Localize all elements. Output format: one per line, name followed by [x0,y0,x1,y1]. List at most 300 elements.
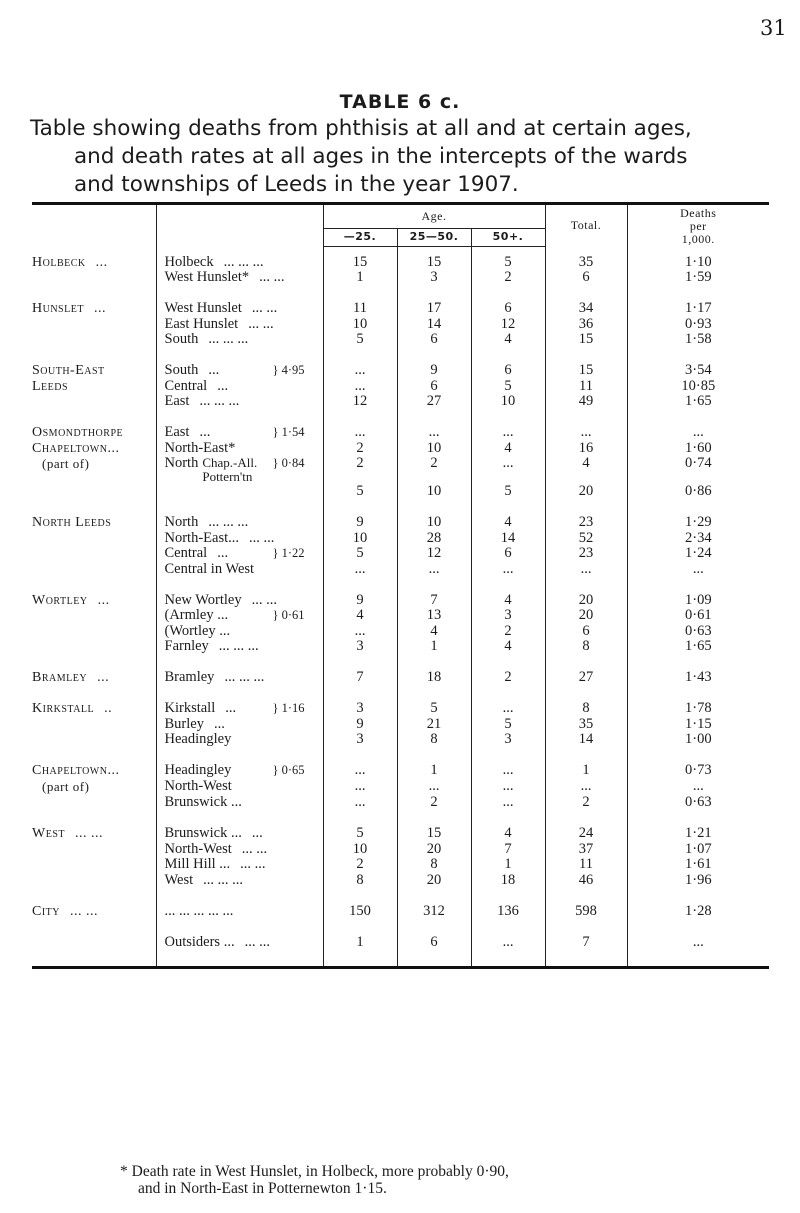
header-deaths-per-1000 [627,204,769,247]
total-cell: 598 [545,904,627,920]
township-cell [156,546,323,562]
ward-cell [32,763,156,779]
age-25-50-cell: 15 [397,826,471,842]
footnote [120,1163,720,1197]
total-cell: 6 [545,270,627,286]
table-row [32,332,769,348]
ward-cell [32,670,156,686]
death-rate-cell: ... [692,424,704,440]
total-cell: 8 [545,701,627,717]
death-rate-cell: 1·21 [684,825,712,841]
total-cell: 16 [545,441,627,457]
table-row [32,935,769,951]
township-cell [156,639,323,655]
death-rate-cell: 1·00 [684,731,712,747]
age-50-plus-cell: 4 [471,332,545,348]
age-under-25-cell: 10 [323,531,397,547]
township-name: Kirkstall [164,700,216,716]
table-row [32,857,769,873]
township-cell [156,732,323,748]
ward-leader-dots: ... [97,592,110,608]
age-25-50-cell: ... [397,425,471,441]
ward-cell [32,873,156,889]
total-cell: 52 [545,531,627,547]
township-name: Burley [164,715,204,732]
age-under-25-cell: 5 [323,826,397,842]
age-under-25-cell: 5 [323,332,397,348]
death-rate-cell: 1·65 [684,638,712,654]
caption-line-3: and townships of Leeds in the year 1907. [74,172,519,197]
combined-rate-value: 1·22 [281,546,305,560]
age-50-plus-cell: 7 [471,842,545,858]
ward-cell [32,701,156,717]
age-25-50-cell: 7 [397,593,471,609]
age-25-50-cell: 12 [397,546,471,562]
age-under-25-cell: 11 [323,301,397,317]
subdivision-1: Chap.-All. [202,455,258,470]
age-50-plus-cell: 6 [471,546,545,562]
township-cell [156,717,323,733]
ward-cell [32,546,156,562]
township-cell [156,795,323,811]
spacer-row [32,348,769,364]
death-rate-cell: 0·93 [684,315,712,332]
ward-cell [32,639,156,655]
death-rate-cell: ... [692,933,704,950]
age-25-50-cell: 5 [397,701,471,717]
age-under-25-cell: 4 [323,608,397,624]
age-50-plus-cell: 5 [471,255,545,271]
table-row [32,593,769,609]
age-under-25-cell: 10 [323,317,397,333]
total-cell: 27 [545,670,627,686]
township-cell [156,425,323,441]
total-cell: 34 [545,301,627,317]
township-leader-dots: ... ... ... [203,871,244,888]
township-cell [156,456,323,484]
age-under-25-cell: 10 [323,842,397,858]
age-25-50-cell: 2 [397,456,471,484]
combined-rate-brace [273,608,305,624]
age-50-plus-cell: 2 [471,270,545,286]
township-subdivisions [198,456,257,484]
age-under-25-cell: ... [323,795,397,811]
ward-name: Leeds [32,378,69,394]
age-under-25-cell: ... [323,379,397,395]
ward-cell [32,317,156,333]
combined-rate-brace [273,456,305,472]
township-name: North-West [164,777,232,794]
township-leader-dots: ... [217,377,229,394]
age-50-plus-cell: 12 [471,317,545,333]
age-50-plus-cell: 4 [471,826,545,842]
death-rate-cell: 1·17 [684,300,712,316]
total-cell: 6 [545,624,627,640]
township-name: South [164,362,199,378]
table-row [32,317,769,333]
age-under-25-cell: 8 [323,873,397,889]
death-rate-cell: ... [692,777,704,794]
age-25-50-cell: 27 [397,394,471,410]
death-rate-cell: 1·24 [684,545,712,561]
age-50-plus-cell: 4 [471,593,545,609]
death-rate-cell: 1·28 [684,902,712,919]
ward-cell [32,515,156,531]
table-row [32,270,769,286]
ward-cell [32,441,156,457]
ward-name: Hunslet [32,301,84,316]
death-rate-cell: ... [692,560,704,577]
age-25-50-cell: 13 [397,608,471,624]
death-rate-cell: 1·59 [684,269,712,285]
table-row [32,255,769,271]
township-leader-dots: ... ... ... [218,638,259,654]
township-name: Outsiders ... [164,933,235,950]
township-leader-dots: ... [213,715,225,732]
age-under-25-cell: 9 [323,717,397,733]
table-row [32,531,769,547]
township-cell [156,332,323,348]
total-cell: 11 [545,379,627,395]
township-name: East [164,424,190,440]
age-25-50-cell: 2 [397,795,471,811]
death-rate-cell: 1·60 [684,439,712,456]
age-50-plus-cell: 5 [471,717,545,733]
age-50-plus-cell: 14 [471,531,545,547]
township-cell [156,608,323,624]
ward-leader-dots: ... [95,254,108,270]
combined-rate-value: 0·84 [281,456,305,470]
table-row [32,779,769,796]
township-leader-dots: ... [199,424,211,440]
total-cell: 14 [545,732,627,748]
age-under-25-cell: 9 [323,593,397,609]
total-cell: 7 [545,935,627,951]
spacer-row [32,686,769,702]
ward-cell [32,301,156,317]
age-25-50-cell: 14 [397,317,471,333]
township-name: West Hunslet* [164,269,250,285]
age-under-25-cell: ... [323,425,397,441]
township-leader-dots: ... ... ... [199,393,240,409]
township-cell [156,484,323,500]
township-cell [156,624,323,640]
age-25-50-cell: 21 [397,717,471,733]
ward-cell [32,795,156,811]
age-25-50-cell: 15 [397,255,471,271]
age-under-25-cell: 2 [323,456,397,484]
ward-cell [32,363,156,379]
total-cell: ... [545,562,627,578]
township-name: Farnley [164,638,209,654]
ward-cell [32,826,156,842]
township-name: North-West [164,840,232,857]
township-leader-dots: ... [217,545,229,561]
combined-rate-value: 0·61 [281,608,305,622]
total-cell: 8 [545,639,627,655]
age-50-plus-cell: 1 [471,857,545,873]
brace-icon: } [272,608,282,622]
township-leader-dots: ... ... ... [208,331,249,347]
age-50-plus-cell: 3 [471,732,545,748]
total-cell: 11 [545,857,627,873]
death-rate-cell: 3·54 [684,362,712,378]
death-rate-cell: 1·96 [684,871,712,888]
age-under-25-cell: 9 [323,515,397,531]
township-leader-dots: ... [251,825,263,841]
brace-icon: } [272,456,282,470]
spacer-row [32,811,769,827]
table-row [32,425,769,441]
township-name: East Hunslet [164,315,239,332]
total-cell: 20 [545,593,627,609]
township-cell [156,270,323,286]
age-50-plus-cell: ... [471,935,545,951]
table-row [32,873,769,889]
age-50-plus-cell: ... [471,456,545,484]
age-25-50-cell: 3 [397,270,471,286]
township-name: Central in West [164,560,255,577]
table-row [32,546,769,562]
death-rate-cell: 1·78 [684,700,712,716]
township-cell [156,701,323,717]
age-50-plus-cell: 2 [471,624,545,640]
township-leader-dots: ... ... ... [224,669,265,685]
ward-name: Holbeck [32,254,86,270]
combined-rate-brace [273,546,305,562]
age-50-plus-cell: ... [471,425,545,441]
township-name: Holbeck [164,253,214,270]
age-50-plus-cell: 136 [471,904,545,920]
age-25-50-cell: 4 [397,624,471,640]
age-under-25-cell: ... [323,763,397,779]
death-rate-cell: 0·63 [684,794,712,810]
table-row [32,842,769,858]
age-25-50-cell: 6 [397,379,471,395]
township-cell [156,255,323,271]
header-age: Age. [323,204,545,229]
township-leader-dots: ... ... [249,529,275,546]
ward-leader-dots: .. [104,701,113,716]
township-cell [156,379,323,395]
township-cell [156,363,323,379]
total-cell: 49 [545,394,627,410]
township-name: West [164,871,194,888]
combined-rate-value: 1·54 [281,425,305,439]
total-cell: 15 [545,332,627,348]
township-cell [156,779,323,796]
age-50-plus-cell: 6 [471,363,545,379]
age-50-plus-cell: 5 [471,379,545,395]
age-50-plus-cell: 3 [471,608,545,624]
total-cell: 36 [545,317,627,333]
age-under-25-cell: 12 [323,394,397,410]
total-cell: 20 [545,484,627,500]
age-25-50-cell: 28 [397,531,471,547]
age-50-plus-cell: 18 [471,873,545,889]
age-25-50-cell: 6 [397,332,471,348]
death-rate-cell: 0·74 [684,455,712,471]
township-cell [156,904,323,920]
death-rate-cell: 1·29 [684,514,712,530]
township-name: Mill Hill ... [164,856,231,872]
age-50-plus-cell: ... [471,701,545,717]
ward-name: City [32,903,60,919]
ward-name: Bramley [32,670,88,685]
township-name: Brunswick ... [164,825,242,841]
township-leader-dots: ... ... [244,933,270,950]
township-name: North [164,455,199,471]
age-under-25-cell: 5 [323,546,397,562]
total-cell: 4 [545,456,627,484]
age-25-50-cell: 1 [397,763,471,779]
caption-line-1: Table showing deaths from phthisis at all and at certain ages, [30,116,692,141]
total-cell: 23 [545,546,627,562]
combined-rate-brace [273,425,305,441]
ward-cell [32,484,156,500]
brace-icon: } [272,363,282,377]
township-cell [156,857,323,873]
ward-name: Kirkstall [32,701,95,716]
age-50-plus-cell: ... [471,795,545,811]
age-50-plus-cell: ... [471,562,545,578]
township-cell [156,593,323,609]
table-row [32,639,769,655]
age-25-50-cell: 6 [397,935,471,951]
township-name: East [164,393,190,409]
subdivision-2: Pottern'tn [202,469,253,484]
ward-name: Osmondthorpe [32,425,124,440]
ward-cell [32,270,156,286]
combined-rate-brace [273,701,305,717]
age-50-plus-cell: 4 [471,441,545,457]
table-row [32,732,769,748]
table-row [32,379,769,395]
table-row [32,484,769,500]
total-cell: 15 [545,363,627,379]
township-cell [156,301,323,317]
combined-rate-brace [273,763,305,779]
township-name: New Wortley [164,591,242,608]
ward-cell [32,608,156,624]
header-age-25-50: 25—50. [397,229,471,246]
brace-icon: } [272,546,282,560]
table-row [32,301,769,317]
ward-cell [32,379,156,395]
death-rate-cell: 10·85 [681,377,716,394]
age-25-50-cell: 20 [397,842,471,858]
township-leader-dots: ... ... [259,269,285,285]
age-under-25-cell: 3 [323,639,397,655]
age-50-plus-cell: ... [471,779,545,796]
ward-name: Chapeltown... [32,763,120,778]
township-name: (Wortley ... [164,622,231,639]
ward-cell [32,425,156,441]
township-name: West Hunslet [164,300,242,316]
township-name: Central [164,545,208,561]
spacer-row [32,577,769,593]
age-under-25-cell: 2 [323,441,397,457]
township-cell [156,441,323,457]
age-25-50-cell: 10 [397,441,471,457]
age-50-plus-cell: ... [471,763,545,779]
death-rate-cell: 0·61 [684,607,712,623]
table-row [32,904,769,920]
age-25-50-cell: 312 [397,904,471,920]
ward-cell [32,842,156,858]
death-rate-cell: 1·10 [684,253,712,270]
total-cell: 23 [545,515,627,531]
death-rate-cell: 1·58 [684,331,712,347]
ward-cell [32,531,156,547]
township-name: North [164,514,199,530]
ward-name: Chapeltown... [32,440,120,456]
township-leader-dots: ... ... [251,591,277,608]
age-under-25-cell: ... [323,562,397,578]
spacer-row [32,950,769,967]
ward-cell [32,394,156,410]
brace-icon: } [272,425,282,439]
death-rate-cell: 1·61 [684,856,712,872]
township-name: Headingley [164,762,232,778]
total-cell: ... [545,425,627,441]
spacer-row [32,655,769,671]
ward-leader-dots: ... [93,301,106,316]
age-under-25-cell: ... [323,363,397,379]
ward-cell [32,624,156,640]
age-under-25-cell: 1 [323,935,397,951]
header-total: Total. [545,204,627,247]
combined-rate-value: 0·65 [281,763,305,777]
age-under-25-cell: 3 [323,732,397,748]
township-cell [156,826,323,842]
ward-cell [32,456,156,484]
header-age-under-25: —25. [323,229,397,246]
age-50-plus-cell: 4 [471,639,545,655]
ward-cell [32,779,156,796]
ward-note: (part of) [42,456,90,471]
brace-icon: } [272,701,282,715]
township-leader-dots: ... ... [241,840,268,857]
ward-note: (part of) [42,778,90,794]
ward-cell [32,935,156,951]
total-cell: 1 [545,763,627,779]
table-row [32,441,769,457]
township-cell [156,763,323,779]
ward-leader-dots: ... ... [75,826,103,841]
ward-cell [32,732,156,748]
death-rate-cell: 1·43 [684,669,712,685]
total-cell: 46 [545,873,627,889]
township-leader-dots: ... ... ... [223,253,264,270]
ward-name: Wortley [32,592,88,608]
age-25-50-cell: 18 [397,670,471,686]
combined-rate-value: 1·16 [281,701,305,715]
age-under-25-cell: 7 [323,670,397,686]
age-50-plus-cell: 10 [471,394,545,410]
brace-icon: } [272,763,282,777]
age-25-50-cell: 8 [397,732,471,748]
township-name: South [164,331,199,347]
table-row [32,826,769,842]
deaths-table [32,202,769,969]
spacer-row [32,500,769,516]
township-leader-dots: ... ... [248,315,274,332]
header-deaths-line3: 1,000. [681,232,715,246]
spacer-row [32,246,769,255]
ward-cell [32,562,156,578]
death-rate-cell: 1·07 [684,840,712,857]
